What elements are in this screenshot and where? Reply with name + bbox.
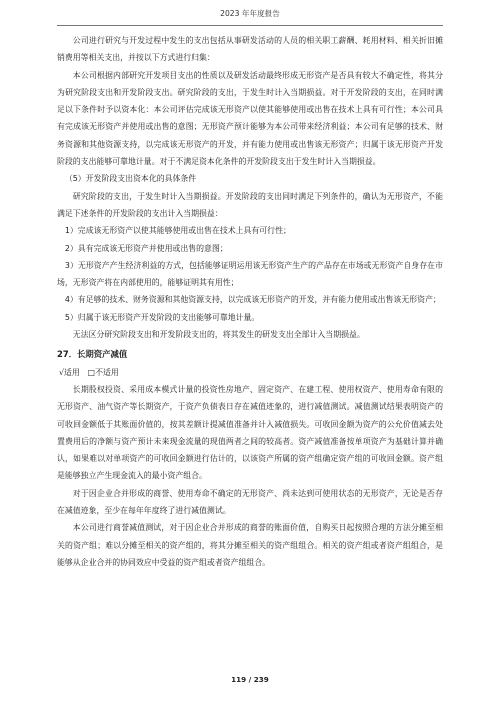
paragraph-impairment-test: 长期股权投资、采用成本模式计量的投资性房地产、固定资产、在建工程、使用权资产、使用寿命有限的无形资产、油气资产等长期资产，于资产负债表日存在减值迹象的，进行减值测试。减值测试结果表明资产的可收回金额低于其账面价值的，按其差额计提减值准备并计入减值损失。可收回金额为资产的公允价值减去处置费用后的净额与资产预计未来现金流量的现值两者之间的较高者。资产减值准备按单项资产为基础计算并确认，如果难以对单项资产的可收回金额进行估计的，以该资产所属的资产组确定资产组的可收回金额。资产组是能够独立产生现金流入的最小资产组合。 <box>57 384 443 481</box>
header-rule <box>57 25 443 26</box>
condition-item-5: 5）归属于该无形资产开发阶段的支出能够可靠地计量。 <box>64 312 260 322</box>
page-number: 119 / 239 <box>231 675 269 684</box>
condition-item-3: 3）无形资产产生经济利益的方式，包括能够证明运用该无形资产生产的产品存在市场或无形资产自身存在市场，无形资产将在内部使用的，能够证明其有用性； <box>57 260 443 288</box>
paragraph-rd-capitalization-policy: 本公司根据内部研究开发项目支出的性质以及研发活动最终形成无形资产是否具有较大不确定性，将其分为研究阶段支出和开发阶段支出。研究阶段的支出，于发生时计入当期损益。对于开发阶段的支出，在同时满足以下条件时予以资本化：本公司评估完成该无形资产以使其能够使用或出售在技术上具有可行性；本公司具有完成该无形资产并使用或出售的意图；无形资产预计能够为本公司带来经济利益；本公司有足够的技术、财务资源和其他资源支持，以完成该无形资产的开发，并有能力使用或出售该无形资产；归属于该无形资产开发阶段的支出能够可靠地计量。对于不满足资本化条件的开发阶段支出于发生时计入当期损益。 <box>57 70 443 167</box>
paragraph-rd-expense-collection: 公司进行研究与开发过程中发生的支出包括从事研发活动的人员的相关职工薪酬、耗用材料、相关折旧摊销费用等相关支出，并按以下方式进行归集： <box>57 36 443 63</box>
paragraph-goodwill-allocation: 本公司进行商誉减值测试，对于因企业合并形成的商誉的账面价值，自购买日起按照合理的方法分摊至相关的资产组；难以分摊至相关的资产组的，将其分摊至相关的资产组组合。相关的资产组或者资产组组合，是能够从企业合并的协同效应中受益的资产组或者资产组组合。 <box>57 523 443 567</box>
paragraph-undistinguishable-expense: 无法区分研究阶段支出和开发阶段支出的，将其发生的研发支出全部计入当期损益。 <box>72 330 365 340</box>
page-header: 2023 年年度报告 <box>220 9 280 18</box>
condition-item-2: 2）具有完成该无形资产并使用或出售的意图； <box>64 243 228 253</box>
document-body <box>57 32 443 571</box>
condition-item-4: 4）有足够的技术、财务资源和其他资源支持，以完成该无形资产的开发，并有能力使用或出售该无形资产； <box>64 295 441 305</box>
paragraph-development-stage: 研究阶段的支出，于发生时计入当期损益。开发阶段的支出同时满足下列条件的，确认为无形资产，不能满足下述条件的开发阶段的支出计入当期损益： <box>57 191 443 218</box>
section-heading-impairment: 27．长期资产减值 <box>57 349 128 360</box>
applicability-options: √适用 □不适用 <box>59 367 119 377</box>
condition-item-1: 1）完成该无形资产以使其能够使用或出售在技术上具有可行性； <box>64 226 291 236</box>
subheading-capitalization-conditions: （5）开发阶段支出资本化的具体条件 <box>64 174 197 184</box>
paragraph-goodwill-annual-test: 对于因企业合并形成的商誉、使用寿命不确定的无形资产、尚未达到可使用状态的无形资产，无论是否存在减值迹象，至少在每年年度终了进行减值测试。 <box>57 488 443 516</box>
